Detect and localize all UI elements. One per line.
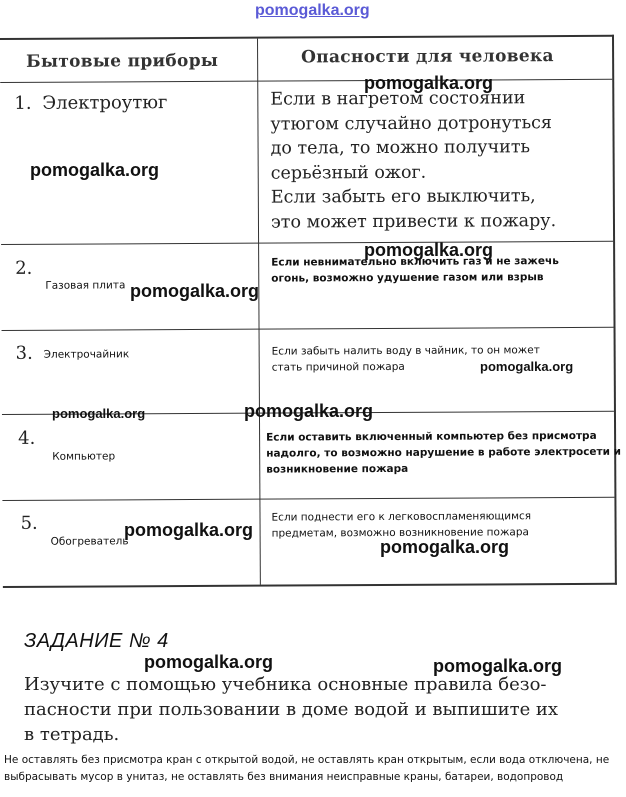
row-4-danger-line: возникновение пожара <box>266 462 409 476</box>
table-column-divider <box>257 39 261 585</box>
row-3-danger-line: Если забыть налить воду в чайник, то он может <box>271 344 540 358</box>
watermark: pomogalka.org <box>124 520 254 540</box>
watermark: pomogalka.org <box>380 537 510 557</box>
row-3-number: 3. <box>15 342 33 364</box>
task-instructions-line: пасности при пользовании в доме водой и выпишите их <box>24 699 559 720</box>
watermark: pomogalka.org <box>244 401 374 421</box>
task-title: ЗАДАНИЕ № 4 <box>24 630 169 652</box>
task-instructions-line: в тетрадь. <box>24 724 120 745</box>
row-4-number: 4. <box>18 427 36 449</box>
task-answer-line: Не оставлять без присмотра кран с открытой водой, не оставлять кран открытым, если вода отключена, не <box>4 754 610 766</box>
row-2-number: 2. <box>15 257 33 279</box>
watermark: pomogalka.org <box>130 281 260 301</box>
row-5-danger-line: Если поднести его к легковоспламеняющимся <box>271 510 532 524</box>
row-4-device: Компьютер <box>52 450 116 463</box>
row-1-number: 1. <box>14 92 32 114</box>
row-4-danger <box>266 428 621 478</box>
row-4-danger-line: надолго, то возможно нарушение в работе электросети и <box>266 445 622 460</box>
watermark: pomogalka.org <box>433 656 563 676</box>
row-1-danger <box>270 86 556 234</box>
table-header-divider <box>0 79 612 83</box>
row-1-danger-line: утюгом случайно дотронуться <box>270 112 552 135</box>
task-instructions-line: Изучите с помощью учебника основные правила безо- <box>24 674 547 695</box>
watermark: pomogalka.org <box>30 160 160 180</box>
row-3-danger-line: стать причиной пожара <box>271 360 405 374</box>
row-divider <box>2 327 614 331</box>
table-header-appliances: Бытовые приборы <box>26 50 219 72</box>
row-1-danger-line: Если в нагретом состоянии <box>270 88 526 110</box>
watermark: pomogalka.org <box>364 240 494 260</box>
row-2-danger-line: Если невнимательно включить газ и не зажечь <box>271 255 559 269</box>
row-1-danger-line: серьёзный ожог. <box>270 162 427 184</box>
task-instructions <box>24 672 618 747</box>
task-answer <box>4 752 609 786</box>
row-divider <box>2 497 614 501</box>
table-header-dangers: Опасности для человека <box>301 46 554 68</box>
row-1-device: Электроутюг <box>42 92 168 114</box>
row-2-danger-line: огонь, возможно удушение газом или взрыв <box>271 271 544 285</box>
row-divider <box>1 241 613 245</box>
row-5-device: Обогреватель <box>50 535 129 548</box>
watermark-top: pomogalka.org <box>255 2 370 19</box>
watermark: pomogalka.org <box>52 406 146 421</box>
row-4-danger-line: Если оставить включенный компьютер без присмотра <box>266 429 597 444</box>
task-answer-line: выбрасывать мусор в унитаз, не оставлять без внимания неисправные краны, батареи, водопровод <box>4 771 564 783</box>
row-1-danger-line: Если забыть его выключить, <box>270 186 536 208</box>
row-5-number: 5. <box>20 512 38 534</box>
row-1-danger-line: до тела, то можно получить <box>270 137 531 159</box>
row-3-device: Электрочайник <box>43 348 130 361</box>
watermark: pomogalka.org <box>144 652 274 672</box>
watermark: pomogalka.org <box>480 359 574 374</box>
row-2-device: Газовая плита <box>45 279 126 292</box>
row-1-danger-line: это может привести к пожару. <box>270 210 557 233</box>
row-5-danger-line: предметам, возможно возникновение пожара <box>271 526 529 540</box>
watermark: pomogalka.org <box>364 73 494 93</box>
appliance-danger-table <box>0 35 622 588</box>
